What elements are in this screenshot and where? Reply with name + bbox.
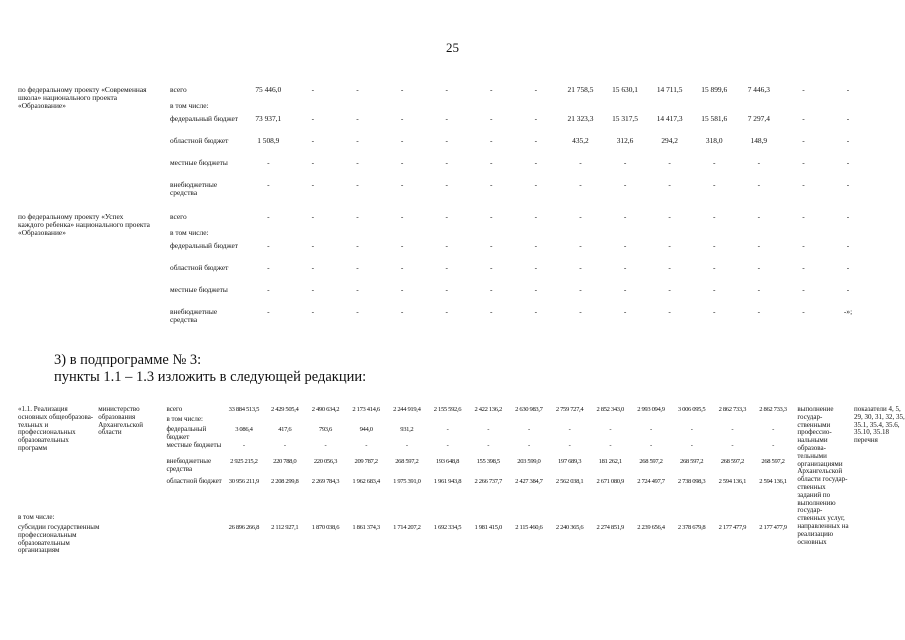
- row-label: всего: [170, 85, 187, 94]
- subprogram-heading: 3) в подпрограмме № 3:: [54, 352, 202, 368]
- value-cell: -: [579, 158, 582, 167]
- value-cell: 1 861 374,3: [352, 524, 380, 531]
- value-cell: 1 508,9: [257, 136, 280, 145]
- value-cell: -: [490, 180, 493, 189]
- value-cell: -: [445, 241, 448, 250]
- value-cell: -: [445, 307, 448, 316]
- executor: министерство образования Архангельской области: [98, 405, 144, 437]
- value-cell: -: [400, 158, 404, 167]
- value-cell: [427, 416, 468, 426]
- value-cell: 3 006 095,5: [677, 406, 706, 413]
- value-cell: -: [802, 263, 805, 272]
- value-cell: -: [311, 158, 315, 167]
- value-cell: -: [267, 212, 270, 221]
- value-cell: -: [267, 180, 270, 189]
- value-cell: [346, 416, 387, 426]
- value-cell: 268 597,2: [720, 458, 744, 465]
- value-cell: -: [311, 263, 315, 272]
- value-cell: -: [802, 307, 805, 316]
- value-cell: -: [446, 426, 449, 433]
- value-cell: [753, 416, 794, 426]
- value-cell: 197 689,3: [557, 458, 582, 465]
- value-cell: 944,0: [359, 426, 373, 433]
- value-cell: 2 671 080,9: [596, 478, 624, 485]
- subprogram-3-table: [18, 406, 905, 566]
- value-cell: -: [356, 180, 359, 189]
- value-cell: 2 208 299,8: [271, 478, 299, 485]
- value-cell: -: [534, 180, 538, 189]
- value-cell: 2 594 136,1: [718, 478, 747, 485]
- expected-result: выполнение государ-ственными профессио-нальными образова-тельными организациями Архангельской области государ-ственных заданий по выполнению государ-ственных услуг, направленных на реализацию основных: [797, 405, 849, 546]
- value-cell: -: [490, 114, 493, 123]
- value-cell: -: [400, 180, 404, 189]
- value-cell: 931,2: [400, 426, 414, 433]
- value-cell: 2 862 733,3: [759, 406, 787, 413]
- indicators: показатели 4, 5, 29, 30, 31, 32, 35, 35.1, 35.4, 35.6, 35.10, 35.18 перечня: [854, 405, 905, 445]
- value-cell: -: [365, 442, 368, 449]
- value-cell: 2 422 136,2: [474, 406, 502, 413]
- value-cell: -: [731, 442, 734, 449]
- value-cell: 2 177 477,9: [718, 524, 747, 531]
- value-cell: -: [311, 114, 315, 123]
- value-cell: -: [731, 426, 734, 433]
- value-cell: -: [579, 307, 582, 316]
- value-cell: -: [757, 285, 761, 294]
- value-cell: -: [757, 263, 761, 272]
- value-cell: 2 274 851,9: [596, 524, 624, 531]
- subitem-label: в том числе:: [18, 513, 55, 522]
- row-label: областной бюджет: [170, 136, 229, 145]
- value-cell: -: [490, 285, 493, 294]
- value-cell: -: [623, 241, 627, 250]
- value-cell: -: [311, 307, 315, 316]
- value-cell: [590, 416, 631, 426]
- value-cell: -: [690, 426, 693, 433]
- value-cell: -: [283, 442, 286, 449]
- value-cell: 181 262,1: [598, 458, 622, 465]
- value-cell: -: [490, 241, 493, 250]
- value-cell: -: [324, 442, 327, 449]
- value-cell: -: [713, 241, 716, 250]
- value-cell: -: [400, 241, 404, 250]
- value-cell: -: [757, 212, 761, 221]
- value-cell: -: [400, 114, 404, 123]
- value-cell: 155 398,5: [476, 458, 500, 465]
- value-cell: 268 597,2: [761, 458, 785, 465]
- value-cell: 1 961 943,8: [433, 478, 462, 485]
- table-row: [18, 86, 870, 102]
- item-title: «1.1. Реализация основных общеобразова-тельных и профессиональных образовательных программ: [18, 405, 94, 452]
- value-cell: 2 244 919,4: [393, 406, 421, 413]
- value-cell: -: [846, 212, 850, 221]
- row-label: внебюджетные средства: [170, 180, 218, 198]
- value-cell: -: [579, 212, 582, 221]
- value-cell: -: [445, 136, 448, 145]
- row-label: местные бюджеты: [166, 441, 222, 449]
- value-cell: -: [534, 263, 538, 272]
- value-cell: 1 870 038,6: [311, 524, 340, 531]
- value-cell: -: [846, 136, 850, 145]
- block-title: по федеральному проекту «Современная школа» национального проекта «Образование»: [18, 85, 147, 111]
- value-cell: 2 239 656,4: [637, 524, 665, 531]
- value-cell: -: [356, 85, 359, 94]
- row-label: в том числе:: [170, 101, 209, 110]
- subsidy-label: субсидии государственным профессиональным образовательным организациям: [18, 523, 100, 555]
- value-cell: -: [668, 263, 671, 272]
- page-number: 25: [446, 40, 459, 55]
- value-cell: -: [668, 285, 671, 294]
- value-cell: [386, 416, 427, 426]
- value-cell: 2 177 477,9: [759, 524, 787, 531]
- value-cell: [671, 416, 712, 426]
- value-cell: -: [445, 158, 448, 167]
- value-cell: -: [802, 212, 805, 221]
- value-cell: -: [311, 285, 315, 294]
- row-label: федеральный бюджет: [170, 114, 239, 123]
- value-cell: [549, 416, 590, 426]
- value-cell: 2 269 784,3: [311, 478, 340, 485]
- value-cell: -: [534, 85, 538, 94]
- value-cell: -: [267, 307, 270, 316]
- value-cell: -: [445, 114, 448, 123]
- value-cell: 15 630,1: [612, 85, 638, 94]
- value-cell: 193 648,8: [435, 458, 460, 465]
- value-cell: -: [445, 285, 448, 294]
- value-cell: 15 899,6: [701, 85, 728, 94]
- value-cell: 2 594 136,1: [759, 478, 787, 485]
- value-cell: -: [846, 114, 850, 123]
- value-cell: -: [668, 158, 671, 167]
- value-cell: -: [579, 263, 582, 272]
- value-cell: -: [400, 307, 404, 316]
- value-cell: -: [311, 212, 315, 221]
- row-label: областной бюджет: [166, 477, 222, 485]
- value-cell: -: [490, 307, 493, 316]
- value-cell: 2 490 634,2: [311, 406, 340, 413]
- value-cell: -: [579, 285, 582, 294]
- row-label: в том числе:: [170, 228, 209, 237]
- value-cell: -: [242, 442, 245, 449]
- value-cell: 294,2: [661, 136, 678, 145]
- value-cell: -: [713, 263, 716, 272]
- table-row: [18, 406, 905, 416]
- value-cell: -: [846, 180, 850, 189]
- value-cell: -: [267, 241, 270, 250]
- value-cell: -: [668, 180, 671, 189]
- value-cell: -: [490, 136, 493, 145]
- value-cell: 3 086,4: [235, 426, 253, 433]
- value-cell: 203 599,0: [517, 458, 541, 465]
- value-cell: -: [772, 426, 774, 433]
- value-cell: -: [490, 158, 493, 167]
- value-cell: -: [846, 85, 850, 94]
- value-cell: -: [445, 85, 448, 94]
- row-label: местные бюджеты: [170, 158, 228, 167]
- value-cell: 26 896 266,8: [228, 524, 260, 531]
- value-cell: -: [846, 285, 850, 294]
- value-cell: -: [445, 212, 448, 221]
- value-cell: 14 711,5: [656, 85, 683, 94]
- value-cell: 318,0: [705, 136, 723, 145]
- value-cell: -: [356, 212, 359, 221]
- value-cell: -: [772, 442, 774, 449]
- value-cell: [223, 416, 264, 426]
- value-cell: -: [568, 442, 571, 449]
- value-cell: -: [356, 241, 359, 250]
- table-row: [18, 504, 905, 524]
- value-cell: -: [802, 241, 805, 250]
- value-cell: 2 562 038,1: [555, 478, 584, 485]
- value-cell: -: [713, 307, 716, 316]
- value-cell: 2 738 098,3: [677, 478, 706, 485]
- table-row: [18, 524, 905, 566]
- value-cell: -: [668, 241, 671, 250]
- value-cell: -: [846, 241, 850, 250]
- value-cell: [305, 416, 346, 426]
- value-cell: -: [400, 285, 404, 294]
- value-cell: 220 056,3: [313, 458, 338, 465]
- value-cell: -: [490, 263, 493, 272]
- value-cell: -: [446, 442, 449, 449]
- row-label: местные бюджеты: [170, 285, 228, 294]
- value-cell: 1 975 391,0: [393, 478, 421, 485]
- value-cell: -: [757, 158, 761, 167]
- value-cell: 435,2: [572, 136, 589, 145]
- value-cell: -: [668, 212, 671, 221]
- value-cell: 2 378 679,8: [677, 524, 706, 531]
- value-cell: -: [267, 285, 270, 294]
- value-cell: -: [356, 114, 359, 123]
- value-cell: -: [609, 442, 612, 449]
- value-cell: -: [802, 285, 805, 294]
- value-cell: -»;: [843, 307, 853, 316]
- table-row: [18, 213, 870, 229]
- value-cell: [712, 416, 753, 426]
- value-cell: [631, 416, 672, 426]
- value-cell: 2 266 737,7: [474, 478, 502, 485]
- row-label: федеральный бюджет: [166, 425, 207, 441]
- value-cell: 2 993 094,9: [637, 406, 665, 413]
- value-cell: -: [757, 180, 761, 189]
- value-cell: 21 758,5: [567, 85, 594, 94]
- value-cell: -: [534, 136, 538, 145]
- value-cell: -: [802, 158, 805, 167]
- value-cell: 1 714 207,2: [393, 524, 421, 531]
- value-cell: -: [311, 241, 315, 250]
- value-cell: 75 446,0: [255, 85, 282, 94]
- value-cell: 21 323,3: [567, 114, 594, 123]
- value-cell: 2 724 497,7: [637, 478, 665, 485]
- value-cell: -: [846, 263, 850, 272]
- row-label: внебюджетные средства: [170, 307, 218, 325]
- value-cell: -: [445, 263, 448, 272]
- value-cell: 312,6: [616, 136, 634, 145]
- value-cell: -: [713, 180, 716, 189]
- value-cell: 209 787,2: [354, 458, 378, 465]
- row-label: всего: [170, 212, 187, 221]
- block-title: по федеральному проекту «Успех каждого ребенка» национального проекта «Образование»: [18, 212, 150, 238]
- value-cell: -: [356, 158, 359, 167]
- value-cell: -: [445, 180, 448, 189]
- value-cell: -: [579, 180, 582, 189]
- value-cell: 220 788,0: [273, 458, 297, 465]
- value-cell: 2 759 727,4: [555, 406, 584, 413]
- value-cell: 2 240 365,6: [555, 524, 584, 531]
- value-cell: -: [311, 136, 315, 145]
- value-cell: -: [579, 241, 582, 250]
- value-cell: 2 112 927,1: [271, 524, 299, 531]
- value-cell: 2 173 414,6: [352, 406, 380, 413]
- value-cell: -: [802, 136, 805, 145]
- value-cell: -: [846, 158, 850, 167]
- value-cell: -: [713, 158, 716, 167]
- value-cell: -: [668, 307, 671, 316]
- value-cell: 15 581,6: [701, 114, 728, 123]
- value-cell: 7 446,3: [747, 85, 770, 94]
- value-cell: 2 925 215,2: [230, 458, 258, 465]
- value-cell: -: [534, 285, 538, 294]
- value-cell: -: [487, 442, 490, 449]
- value-cell: 148,9: [750, 136, 768, 145]
- value-cell: -: [534, 307, 538, 316]
- value-cell: 2 155 592,6: [433, 406, 462, 413]
- value-cell: -: [802, 85, 805, 94]
- value-cell: 268 597,2: [680, 458, 704, 465]
- value-cell: 1 962 683,4: [352, 478, 380, 485]
- value-cell: [468, 416, 509, 426]
- value-cell: -: [623, 180, 627, 189]
- value-cell: -: [490, 85, 493, 94]
- value-cell: [509, 416, 550, 426]
- value-cell: -: [400, 136, 404, 145]
- value-cell: 30 956 211,9: [228, 478, 259, 485]
- value-cell: -: [490, 212, 493, 221]
- value-cell: [264, 416, 305, 426]
- value-cell: -: [568, 426, 571, 433]
- financing-table-federal-projects: [18, 86, 870, 332]
- value-cell: -: [527, 426, 530, 433]
- value-cell: -: [267, 158, 270, 167]
- value-cell: -: [757, 241, 761, 250]
- row-label: всего: [166, 405, 183, 413]
- value-cell: -: [356, 307, 359, 316]
- row-label: в том числе:: [166, 415, 203, 423]
- value-cell: 73 937,1: [255, 114, 282, 123]
- value-cell: -: [802, 180, 805, 189]
- value-cell: -: [400, 85, 404, 94]
- row-label: федеральный бюджет: [170, 241, 239, 250]
- value-cell: -: [534, 158, 538, 167]
- value-cell: 33 884 513,5: [228, 406, 260, 413]
- value-cell: -: [311, 85, 315, 94]
- value-cell: -: [623, 158, 627, 167]
- value-cell: -: [713, 212, 716, 221]
- value-cell: -: [534, 114, 538, 123]
- value-cell: -: [356, 285, 359, 294]
- value-cell: 15 317,5: [612, 114, 638, 123]
- value-cell: 7 297,4: [747, 114, 770, 123]
- value-cell: 1 981 415,0: [474, 524, 502, 531]
- value-cell: 2 862 733,3: [718, 406, 747, 413]
- value-cell: -: [623, 307, 627, 316]
- value-cell: -: [405, 442, 408, 449]
- value-cell: -: [400, 263, 404, 272]
- value-cell: 2 429 505,4: [271, 406, 299, 413]
- value-cell: -: [534, 212, 538, 221]
- value-cell: -: [757, 307, 761, 316]
- value-cell: 2 630 983,7: [515, 406, 543, 413]
- value-cell: -: [311, 180, 315, 189]
- amendment-heading: пункты 1.1 – 1.3 изложить в следующей редакции:: [54, 369, 367, 385]
- value-cell: 2 852 343,0: [596, 406, 624, 413]
- value-cell: -: [267, 263, 270, 272]
- value-cell: 1 692 334,5: [433, 524, 462, 531]
- value-cell: -: [356, 263, 359, 272]
- value-cell: -: [400, 212, 404, 221]
- value-cell: -: [609, 426, 612, 433]
- value-cell: 14 417,3: [656, 114, 683, 123]
- value-cell: -: [623, 285, 627, 294]
- value-cell: -: [802, 114, 805, 123]
- value-cell: -: [650, 442, 652, 449]
- value-cell: 268 597,2: [639, 458, 663, 465]
- row-label: областной бюджет: [170, 263, 229, 272]
- value-cell: 793,6: [318, 426, 332, 433]
- value-cell: 2 427 384,7: [515, 478, 543, 485]
- value-cell: -: [650, 426, 652, 433]
- value-cell: -: [623, 212, 627, 221]
- value-cell: -: [623, 263, 627, 272]
- value-cell: -: [356, 136, 359, 145]
- value-cell: 268 597,2: [395, 458, 419, 465]
- value-cell: -: [487, 426, 490, 433]
- row-label: внебюджетные средства: [166, 457, 212, 473]
- value-cell: -: [690, 442, 693, 449]
- value-cell: 417,6: [278, 426, 292, 433]
- value-cell: -: [713, 285, 716, 294]
- value-cell: 2 115 460,6: [515, 524, 543, 531]
- value-cell: -: [527, 442, 530, 449]
- value-cell: -: [534, 241, 538, 250]
